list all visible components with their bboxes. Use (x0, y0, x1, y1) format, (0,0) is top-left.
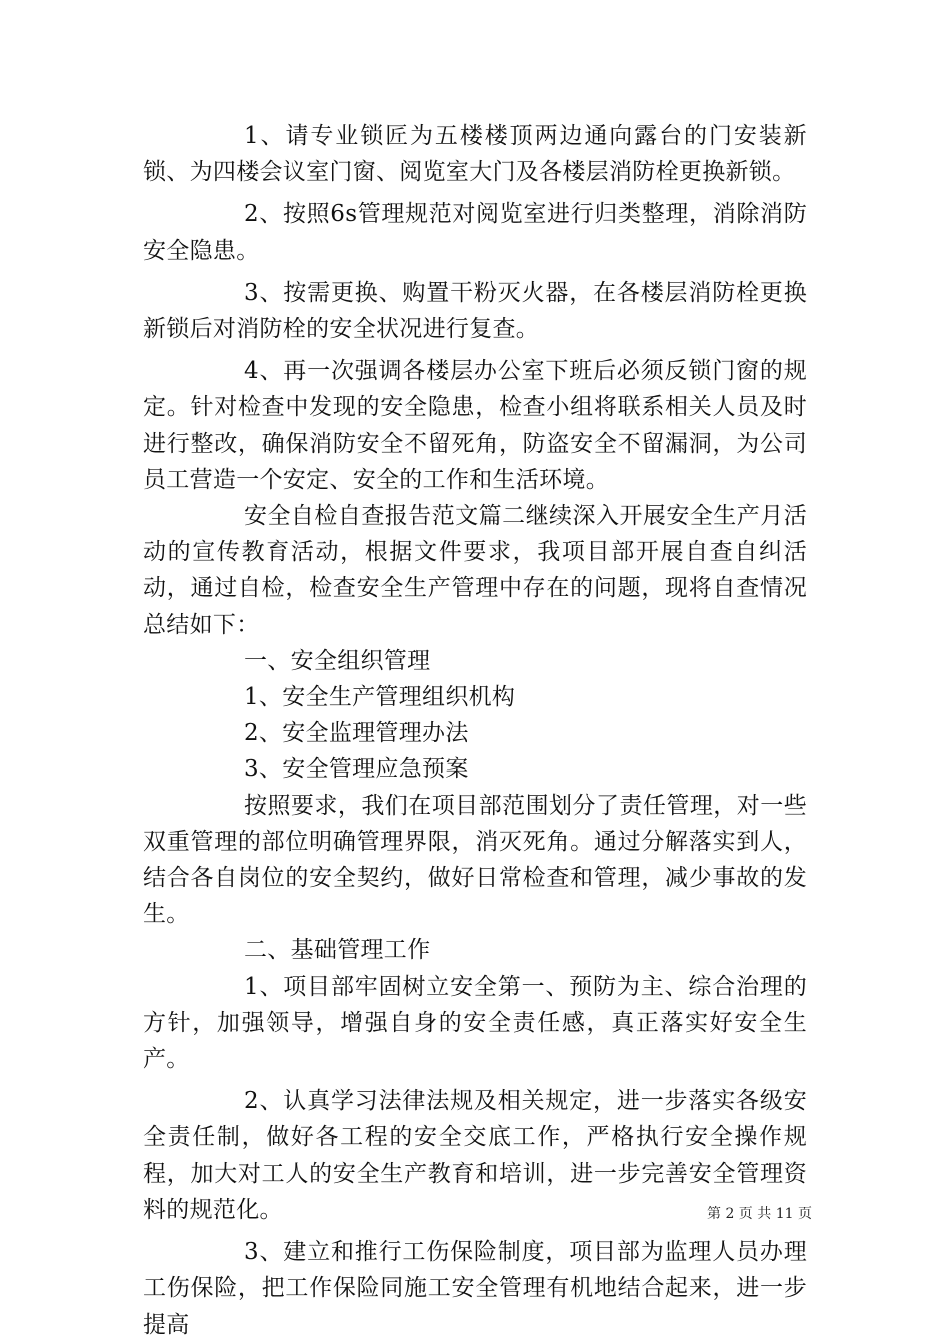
paragraph-item-2: 2、按照6s管理规范对阅览室进行归类整理，消除消防安全隐患。 (143, 201, 807, 264)
paragraph-basic-2: 2、认真学习法律法规及相关规定，进一步落实各级安全责任制，做好各工程的安全交底工作，严格执行安全操作规程，加大对工人的安全生产教育和培训，进一步完善安全管理资料的规范化。 (143, 1088, 807, 1223)
paragraph-basic-3: 3、建立和推行工伤保险制度，项目部为监理人员办理工伤保险，把工作保险同施工安全管理有机地结合起来，进一步提高 (143, 1239, 807, 1338)
paragraph-item-1: 1、请专业锁匠为五楼楼顶两边通向露台的门安装新锁、为四楼会议室门窗、阅览室大门及各楼层消防栓更换新锁。 (143, 123, 807, 186)
list-item-3: 3、安全管理应急预案 (244, 756, 469, 783)
section-heading-2: 二、基础管理工作 (244, 937, 431, 964)
section-heading-1: 一、安全组织管理 (244, 647, 431, 674)
paragraph-basic-1: 1、项目部牢固树立安全第一、预防为主、综合治理的方针，加强领导，增强自身的安全责任感，真正落实好安全生产。 (143, 973, 807, 1073)
page-footer: 第 2 页 共 11 页 (707, 1206, 812, 1222)
paragraph-item-3: 3、按需更换、购置干粉灭火器，在各楼层消防栓更换新锁后对消防栓的安全状况进行复查。 (143, 279, 807, 343)
paragraph-section-intro: 安全自检自查报告范文篇二继续深入开展安全生产月活动的宣传教育活动，根据文件要求，我项目部开展自查自纠活动，通过自检，检查安全生产管理中存在的问题，现将自查情况总结如下： (143, 503, 807, 638)
document-body (143, 118, 807, 1343)
list-item-1: 1、安全生产管理组织机构 (244, 684, 516, 711)
paragraph-responsibility: 按照要求，我们在项目部范围划分了责任管理，对一些双重管理的部位明确管理界限，消灭死角。通过分解落实到人，结合各自岗位的安全契约，做好日常检查和管理，减少事故的发生。 (143, 792, 807, 928)
list-item-2: 2、安全监理管理办法 (244, 720, 469, 747)
paragraph-item-4: 4、再一次强调各楼层办公室下班后必须反锁门窗的规定。针对检查中发现的安全隐患，检查小组将联系相关人员及时进行整改，确保消防安全不留死角，防盗安全不留漏洞，为公司员工营造一个安定、安全的工作和生活环境。 (143, 358, 807, 493)
